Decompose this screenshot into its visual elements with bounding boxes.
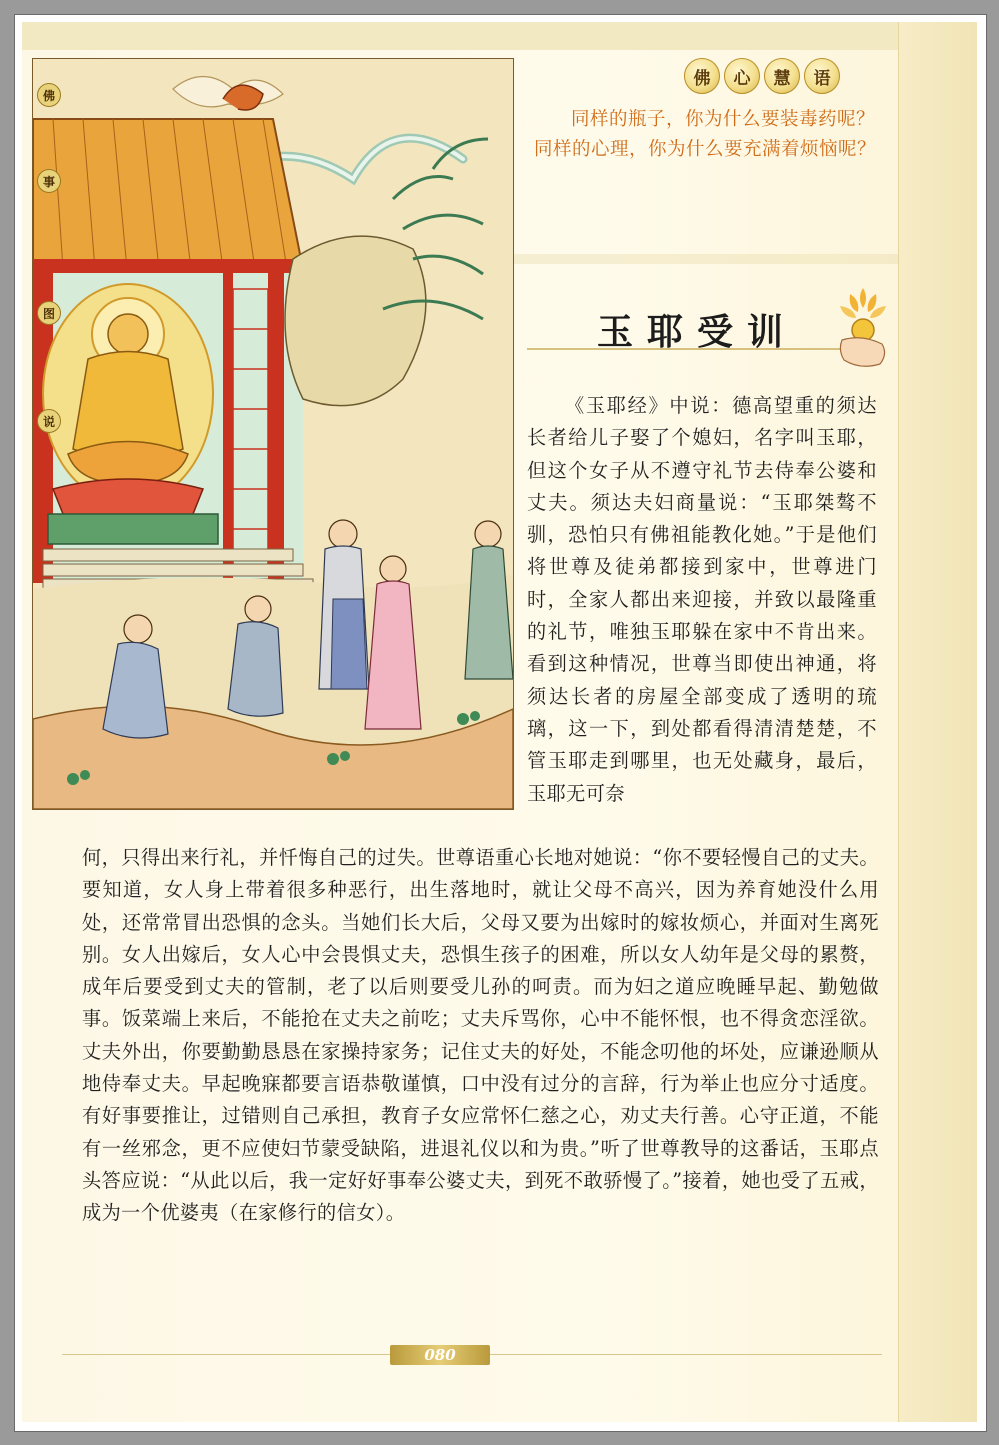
buddha-quote bbox=[534, 105, 879, 165]
lotus-hand-icon bbox=[832, 280, 894, 370]
seal-char-3: 慧 bbox=[764, 58, 800, 94]
article-full-paragraph: 何，只得出来行礼，并忏悔自己的过失。世尊语重心长地对她说：“你不要轻慢自己的丈夫。要知道，女人身上带着很多种恶行，出生落地时，就让父母不高兴，因为养育她没什么用处，还常常冒出恐惧的念头。当她们长大后，父母又要为出嫁时的嫁妆烦心，并面对生离死别。女人出嫁后，女人心中会畏惧丈夫，恐惧生孩子的困难，所以女人幼年是父母的累赘，成年后要受到丈夫的管制，老了以后则要受儿孙的呵责。而为妇之道应晚睡早起、勤勉做事。饭菜端上来后，不能抢在丈夫之前吃；丈夫斥骂你，心中不能怀恨，也不得贪恋淫欲。丈夫外出，你要勤勤恳恳在家操持家务；记住丈夫的好处，不能念叨他的坏处，应谦逊顺从地侍奉丈夫。早起晚寐都要言语恭敬谨慎，口中没有过分的言辞，行为举止也应分寸适度。有好事要推让，过错则自己承担，教育子女应常怀仁慈之心，劝丈夫行善。心守正道，不能有一丝邪念，更不应使妇节蒙受缺陷，进退礼仪以和为贵。”听了世尊教导的这番话，玉耶点头答应说：“从此以后，我一定好好事奉公婆丈夫，到死不敢骄慢了。”接着，她也受了五戒，成为一个优婆夷（在家修行的信女）。 bbox=[82, 846, 879, 1225]
right-margin-band bbox=[898, 22, 977, 1422]
side-label-2: 事 bbox=[37, 169, 61, 193]
page-number: 080 bbox=[390, 1345, 490, 1365]
seal-char-1: 佛 bbox=[684, 58, 720, 94]
article-title: 玉耶受训 bbox=[597, 311, 798, 353]
book-page bbox=[22, 22, 977, 1422]
side-label-4: 说 bbox=[37, 409, 61, 433]
article-full-text bbox=[82, 842, 879, 1230]
side-label-1: 佛 bbox=[37, 83, 61, 107]
top-band bbox=[22, 22, 977, 50]
buddha-scene-illustration bbox=[33, 59, 513, 809]
article-column-text bbox=[527, 390, 877, 810]
illustration bbox=[32, 58, 514, 810]
seal-char-2: 心 bbox=[724, 58, 760, 94]
header-seal bbox=[684, 58, 840, 94]
quote-text: 同样的瓶子，你为什么要装毒药呢？同样的心理，你为什么要充满着烦恼呢？ bbox=[534, 109, 877, 160]
article-column-paragraph: 《玉耶经》中说：德高望重的须达长者给儿子娶了个媳妇，名字叫玉耶，但这个女子从不遵守礼节去侍奉公婆和丈夫。须达夫妇商量说：“玉耶桀骜不驯，恐怕只有佛祖能教化她。”于是他们将世尊及徒弟都接到家中，世尊进门时，全家人都出来迎接，并致以最隆重的礼节，唯独玉耶躲在家中不肯出来。看到这种情况，世尊当即使出神通，将须达长者的房屋全部变成了透明的琉璃，这一下，到处都看得清清楚楚，不管玉耶走到哪里，也无处藏身，最后，玉耶无可奈 bbox=[527, 394, 877, 805]
side-label-3: 图 bbox=[37, 301, 61, 325]
seal-char-4: 语 bbox=[804, 58, 840, 94]
